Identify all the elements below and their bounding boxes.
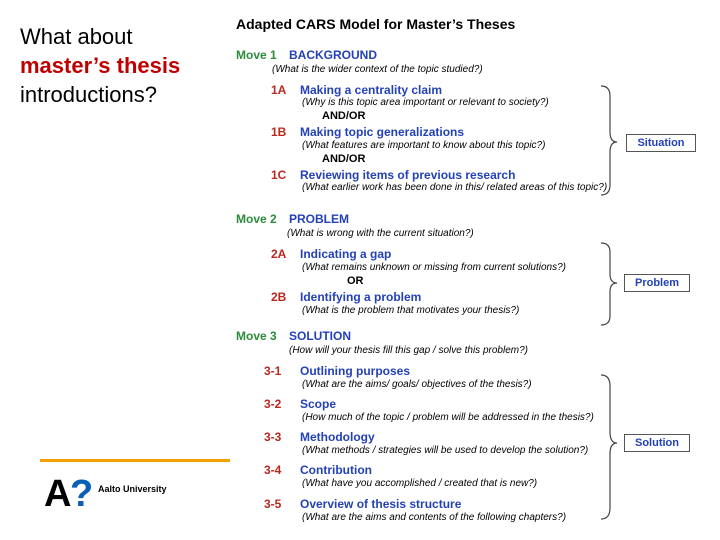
step-1c-title: Reviewing items of previous research — [300, 168, 516, 182]
conjunction-and-or-1: AND/OR — [322, 110, 366, 122]
step-3-4-title: Contribution — [300, 463, 372, 477]
conjunction-and-or-2: AND/OR — [322, 153, 366, 165]
aalto-logo-question-mark: ? — [70, 473, 94, 515]
heading-line-3: introductions? — [20, 82, 157, 107]
step-3-3-title: Methodology — [300, 430, 375, 444]
problem-brace — [601, 243, 617, 325]
step-2a-question: (What remains unknown or missing from current solutions?) — [302, 262, 566, 273]
move-1-title: BACKGROUND — [289, 48, 377, 62]
step-3-4-code: 3-4 — [264, 463, 282, 477]
step-2a-title: Indicating a gap — [300, 247, 392, 261]
step-3-3-code: 3-3 — [264, 430, 282, 444]
problem-label: Problem — [624, 274, 690, 292]
model-title: Adapted CARS Model for Master’s Theses — [236, 16, 516, 32]
step-1a-code: 1A — [271, 83, 287, 97]
solution-label: Solution — [624, 434, 690, 452]
step-3-5-code: 3-5 — [264, 497, 282, 511]
step-2a-code: 2A — [271, 247, 287, 261]
step-1c-code: 1C — [271, 168, 287, 182]
solution-brace — [601, 375, 617, 519]
step-3-3-question: (What methods / strategies will be used to develop the solution?) — [302, 445, 589, 456]
step-1b-title: Making topic generalizations — [300, 125, 465, 139]
move-3-number: Move 3 — [236, 329, 277, 343]
move-2-number: Move 2 — [236, 212, 277, 226]
conjunction-or: OR — [347, 275, 364, 287]
step-1b-question: (What features are important to know about this topic?) — [302, 140, 546, 151]
step-1c-question: (What earlier work has been done in this/ related areas of this topic?) — [302, 182, 608, 193]
step-3-1-title: Outlining purposes — [300, 364, 410, 378]
step-3-2-title: Scope — [300, 397, 337, 411]
move-1-question: (What is the wider context of the topic studied?) — [272, 64, 483, 75]
move-2-question: (What is wrong with the current situation?) — [287, 228, 474, 239]
move-1-number: Move 1 — [236, 48, 277, 62]
situation-brace — [601, 86, 617, 195]
step-2b-title: Identifying a problem — [300, 290, 422, 304]
step-1a-question: (Why is this topic area important or relevant to society?) — [302, 97, 549, 108]
step-2b-question: (What is the problem that motivates your thesis?) — [302, 305, 520, 316]
step-1b-code: 1B — [271, 125, 287, 139]
aalto-university-name: Aalto University — [98, 484, 167, 494]
step-3-5-question: (What are the aims and contents of the following chapters?) — [302, 512, 567, 523]
aalto-logo-a: A — [44, 473, 72, 515]
step-3-4-question: (What have you accomplished / created that is new?) — [302, 478, 538, 489]
move-3-question: (How will your thesis fill this gap / solve this problem?) — [289, 345, 528, 356]
heading-line-2: master’s thesis — [20, 53, 181, 78]
step-2b-code: 2B — [271, 290, 287, 304]
step-1a-title: Making a centrality claim — [300, 83, 443, 97]
step-3-2-code: 3-2 — [264, 397, 282, 411]
move-3-title: SOLUTION — [289, 329, 351, 343]
step-3-1-code: 3-1 — [264, 364, 282, 378]
logo-accent-bar — [40, 459, 230, 462]
heading-line-1: What about — [20, 24, 133, 49]
step-3-5-title: Overview of thesis structure — [300, 497, 462, 511]
step-3-2-question: (How much of the topic / problem will be addressed in the thesis?) — [302, 412, 594, 423]
step-3-1-question: (What are the aims/ goals/ objectives of the thesis?) — [302, 379, 532, 390]
move-2-title: PROBLEM — [289, 212, 349, 226]
situation-label: Situation — [626, 134, 696, 152]
